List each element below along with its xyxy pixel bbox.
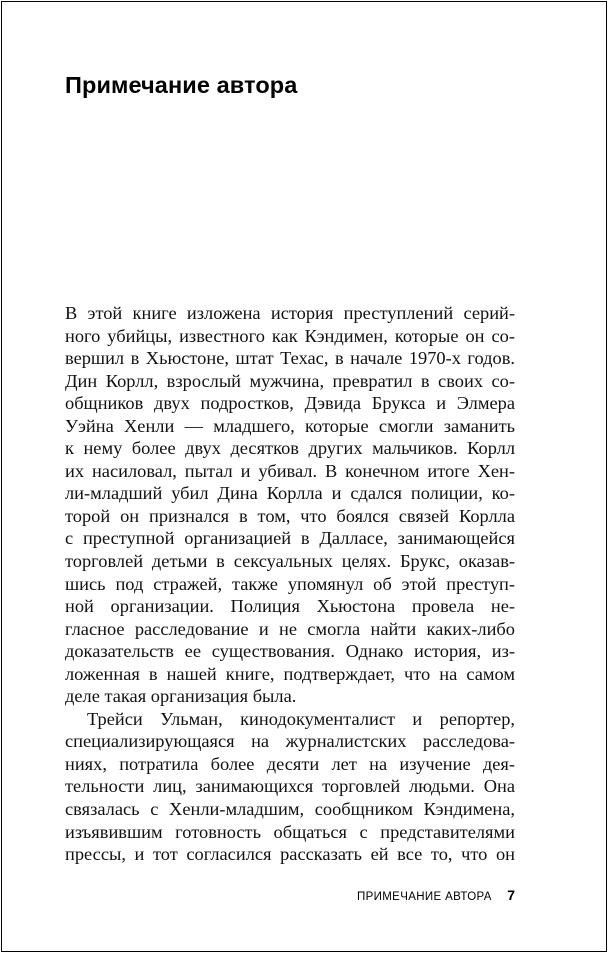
- body-text: [65, 302, 515, 866]
- text-line: общников двух подростков, Дэвида Брукса и Элмера: [65, 393, 515, 414]
- text-line: Дин Корлл, взрослый мужчина, превратил в своих со-: [65, 370, 515, 391]
- text-line: Трейси Ульман, кинодокументалист и репортер,: [87, 708, 515, 729]
- text-line: ниях, потратила более десяти лет на изучение дея-: [65, 753, 515, 774]
- text-line: В этой книге изложена история преступлений серий-: [65, 303, 515, 323]
- text-line: специализирующаяся на журналистских расследова-: [65, 731, 515, 752]
- text-line: Уэйна Хенли — младшего, которые смогли заманить: [65, 415, 515, 436]
- text-line: ной организации. Полиция Хьюстона провела не-: [65, 596, 515, 617]
- text-line: шись под стражей, также упомянул об этой преступ-: [65, 573, 515, 594]
- text-line: прессы, и тот согласился рассказать ей все то, что он: [65, 844, 515, 865]
- text-line: к нему более двух десятков других мальчиков. Корлл: [65, 438, 515, 459]
- paragraph: [65, 302, 515, 708]
- text-line: деле такая организация была.: [65, 686, 297, 707]
- text-line: торговлей детьми в сексуальных целях. Брукс, оказав-: [65, 551, 515, 572]
- paragraph: [65, 708, 515, 866]
- text-line: ли-младший убил Дина Корлла и сдался полиции, ко-: [65, 483, 515, 504]
- text-line: доказательств ее существования. Однако история, из-: [65, 641, 515, 662]
- chapter-title: Примечание автора: [65, 72, 298, 98]
- text-line: гласное расследование и не смогла найти каких-либо: [65, 618, 515, 639]
- running-title: ПРИМЕЧАНИЕ АВТОРА: [357, 891, 492, 903]
- text-line: с преступной организацией в Далласе, занимающейся: [65, 528, 515, 549]
- text-line: торой он признался в том, что боялся связей Корлла: [65, 505, 515, 526]
- text-line: связалась с Хенли-младшим, сообщником Кэндимена,: [65, 799, 515, 820]
- text-line: изъявившим готовность общаться с представителями: [65, 821, 515, 842]
- text-line: ного убийцы, известного как Кэндимен, которые он со-: [65, 325, 515, 346]
- text-line: тельности лиц, занимающихся торговлей людьми. Она: [65, 776, 515, 797]
- text-line: вершил в Хьюстоне, штат Техас, в начале 1970-х годов.: [65, 348, 515, 369]
- text-line: их насиловал, пытал и убивал. В конечном итоге Хен-: [65, 460, 515, 481]
- text-line: ложенная в нашей книге, подтверждает, что на самом: [65, 663, 515, 684]
- page-number: 7: [507, 887, 515, 903]
- page-frame: [1, 1, 607, 952]
- running-footer: [357, 887, 515, 903]
